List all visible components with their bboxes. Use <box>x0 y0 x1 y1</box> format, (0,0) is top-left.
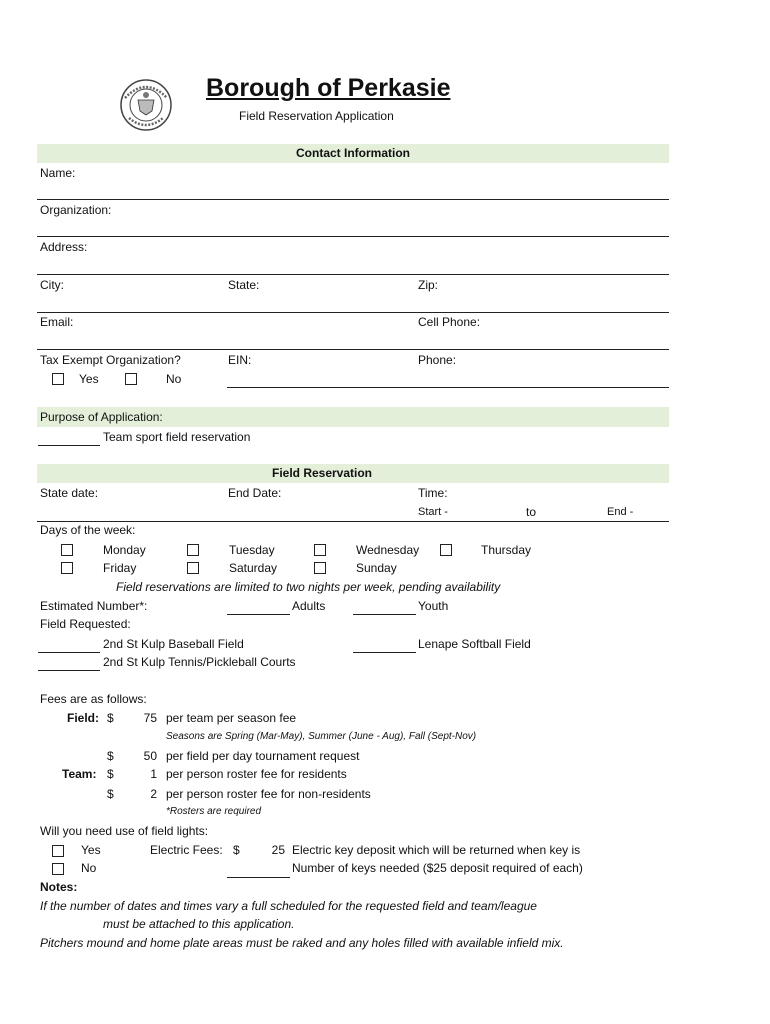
city-state-zip-line[interactable] <box>37 312 669 313</box>
wednesday-label: Wednesday <box>356 543 420 557</box>
cell-phone-label: Cell Phone: <box>418 315 481 329</box>
purpose-value: Team sport field reservation <box>103 430 251 444</box>
electric-deposit-text: Electric key deposit which will be returned when key is <box>292 843 581 857</box>
borough-seal <box>119 78 173 132</box>
fee-amount-1: 75 <box>143 711 157 725</box>
electric-currency: $ <box>233 843 240 857</box>
name-line[interactable] <box>37 199 669 200</box>
reservation-heading: Field Reservation <box>271 466 373 480</box>
thursday-checkbox[interactable] <box>440 544 452 556</box>
fee-amount-2: 50 <box>143 749 157 763</box>
youth-blank[interactable] <box>353 614 416 615</box>
organization-line[interactable] <box>37 236 669 237</box>
field-requested-label: Field Requested: <box>40 617 131 631</box>
end-date-label: End Date: <box>228 486 282 500</box>
tuesday-checkbox[interactable] <box>187 544 199 556</box>
monday-checkbox[interactable] <box>61 544 73 556</box>
city-label: City: <box>40 278 64 292</box>
field-fee-label: Field: <box>67 711 99 725</box>
softball-field-blank[interactable] <box>353 652 416 653</box>
ein-phone-line[interactable] <box>227 387 669 388</box>
fee-amount-4: 2 <box>150 787 157 801</box>
saturday-label: Saturday <box>229 561 278 575</box>
saturday-checkbox[interactable] <box>187 562 199 574</box>
phone-label: Phone: <box>418 353 457 367</box>
days-label: Days of the week: <box>40 523 136 537</box>
seasons-note: Seasons are Spring (Mar-May), Summer (June - Aug), Fall (Sept-Nov) <box>166 731 477 742</box>
notes-line-2: must be attached to this application. <box>103 917 295 931</box>
lights-no-checkbox[interactable] <box>52 863 64 875</box>
tax-exempt-yes-label: Yes <box>79 372 99 386</box>
zip-label: Zip: <box>418 278 439 292</box>
monday-label: Monday <box>103 543 146 557</box>
page-title: Borough of Perkasie <box>206 74 451 102</box>
purpose-blank[interactable] <box>38 445 100 446</box>
tuesday-label: Tuesday <box>229 543 275 557</box>
adults-blank[interactable] <box>227 614 290 615</box>
lights-no-label: No <box>81 861 97 875</box>
email-label: Email: <box>40 315 74 329</box>
email-line[interactable] <box>37 349 669 350</box>
rosters-note: *Rosters are required <box>166 806 262 817</box>
friday-label: Friday <box>103 561 137 575</box>
team-fee-label: Team: <box>62 767 97 781</box>
fee-currency-3: $ <box>107 767 114 781</box>
notes-line-3: Pitchers mound and home plate areas must be raked and any holes filled with available infield mix. <box>40 936 564 950</box>
friday-checkbox[interactable] <box>61 562 73 574</box>
sunday-label: Sunday <box>356 561 397 575</box>
tennis-courts-label: 2nd St Kulp Tennis/Pickleball Courts <box>103 655 296 669</box>
lights-question: Will you need use of field lights: <box>40 824 209 838</box>
name-label: Name: <box>40 166 76 180</box>
tax-exempt-no-checkbox[interactable] <box>125 373 137 385</box>
page-subtitle: Field Reservation Application <box>239 109 394 123</box>
wednesday-checkbox[interactable] <box>314 544 326 556</box>
softball-field-label: Lenape Softball Field <box>418 637 531 651</box>
sunday-checkbox[interactable] <box>314 562 326 574</box>
state-label: State: <box>228 278 260 292</box>
electric-fees-label: Electric Fees: <box>150 843 223 857</box>
dates-line[interactable] <box>37 521 669 522</box>
time-start-label: Start - <box>418 506 448 518</box>
time-label: Time: <box>418 486 448 500</box>
fee-desc-1: per team per season fee <box>166 711 297 725</box>
contact-heading: Contact Information <box>296 146 410 160</box>
fee-currency-2: $ <box>107 749 114 763</box>
limit-note: Field reservations are limited to two nights per week, pending availability <box>116 580 501 594</box>
time-to-label: to <box>526 505 537 519</box>
tennis-courts-blank[interactable] <box>38 670 100 671</box>
fee-amount-3: 1 <box>150 767 157 781</box>
estimated-label: Estimated Number*: <box>40 599 148 613</box>
tax-exempt-no-label: No <box>166 372 182 386</box>
notes-line-1: If the number of dates and times vary a full scheduled for the requested field and team/league <box>40 899 537 913</box>
adults-label: Adults <box>292 599 326 613</box>
baseball-field-blank[interactable] <box>38 652 100 653</box>
fees-intro: Fees are as follows: <box>40 692 147 706</box>
tax-exempt-yes-checkbox[interactable] <box>52 373 64 385</box>
thursday-label: Thursday <box>481 543 532 557</box>
address-label: Address: <box>40 240 88 254</box>
tax-exempt-label: Tax Exempt Organization? <box>40 353 181 367</box>
fee-desc-3: per person roster fee for residents <box>166 767 347 781</box>
electric-amount: 25 <box>271 843 285 857</box>
keys-needed-blank[interactable] <box>227 877 290 878</box>
purpose-label: Purpose of Application: <box>40 410 163 424</box>
youth-label: Youth <box>418 599 449 613</box>
start-date-label: State date: <box>40 486 99 500</box>
notes-label: Notes: <box>40 880 78 894</box>
fee-currency-4: $ <box>107 787 114 801</box>
ein-label: EIN: <box>228 353 252 367</box>
time-end-label: End - <box>607 506 634 518</box>
address-line[interactable] <box>37 274 669 275</box>
organization-label: Organization: <box>40 203 112 217</box>
fee-currency-1: $ <box>107 711 114 725</box>
keys-needed-text: Number of keys needed ($25 deposit required of each) <box>292 861 583 875</box>
lights-yes-checkbox[interactable] <box>52 845 64 857</box>
fee-desc-4: per person roster fee for non-residents <box>166 787 371 801</box>
fee-desc-2: per field per day tournament request <box>166 749 360 763</box>
baseball-field-label: 2nd St Kulp Baseball Field <box>103 637 244 651</box>
lights-yes-label: Yes <box>81 843 101 857</box>
